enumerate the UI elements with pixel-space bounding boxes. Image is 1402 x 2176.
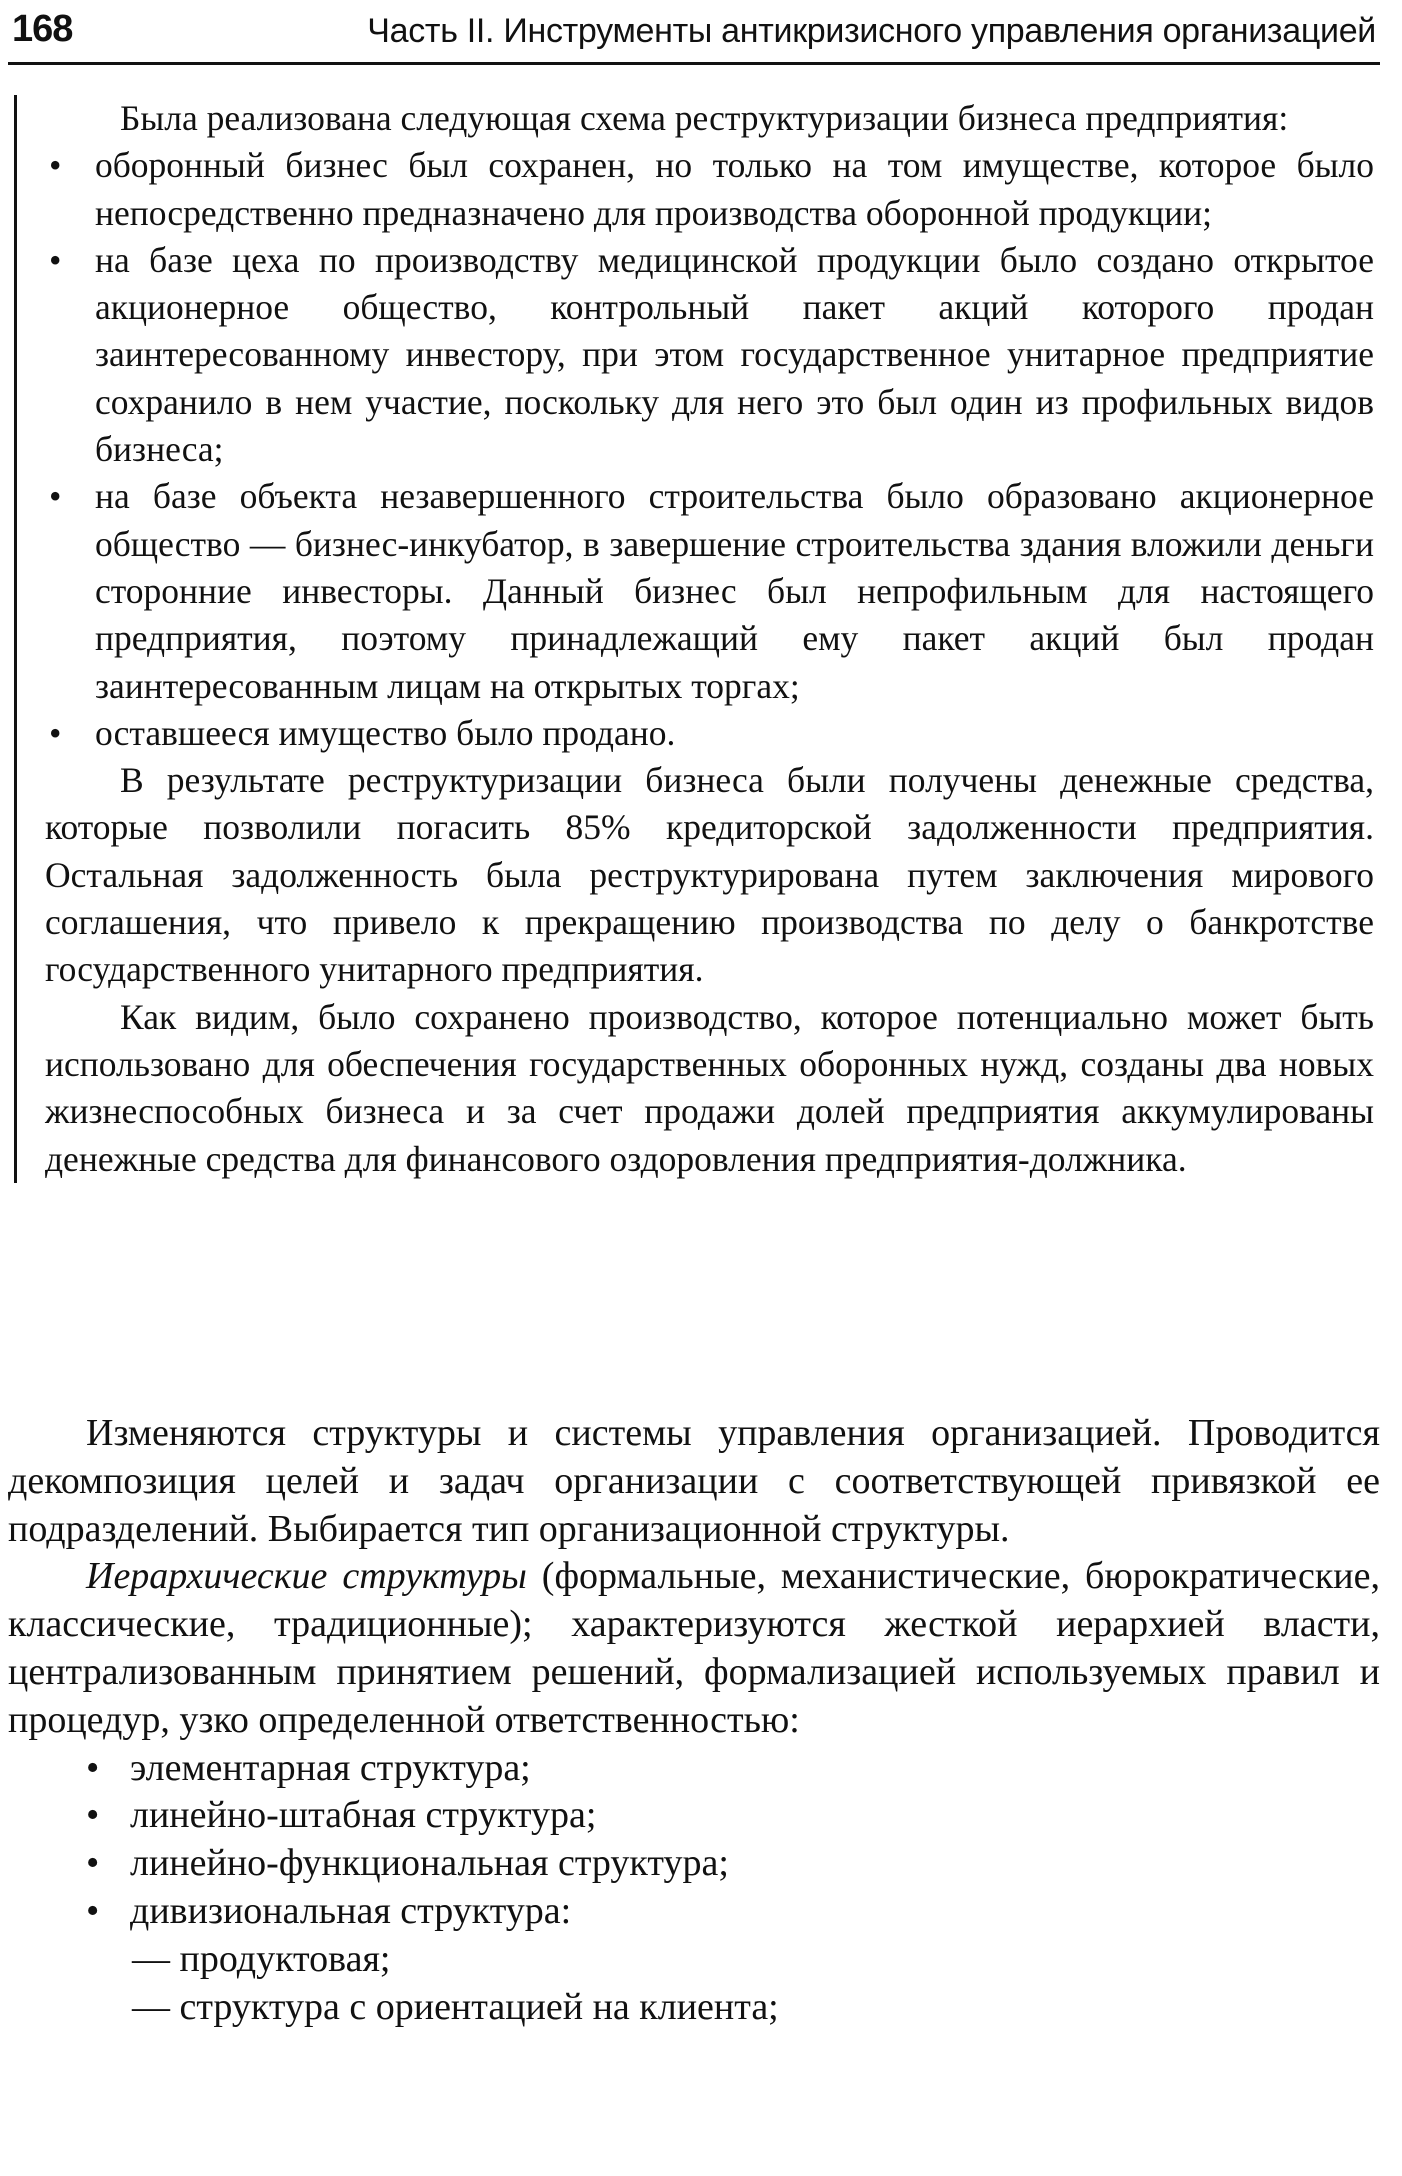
case-study-block [14, 95, 1374, 1183]
list-item: • элементарная структура; [8, 1745, 1380, 1793]
case-intro: Была реализована следующая схема реструктуризации бизнеса предприятия: [120, 98, 1289, 138]
divisional-types-list [8, 1936, 1380, 2032]
list-item: • оборонный бизнес был сохранен, но только на том имуществе, которое было непосредственно предназначено для производства оборонной продукции; [45, 142, 1374, 237]
hierarchical-paragraph [8, 1553, 1380, 1744]
hierarchical-text: (формальные, механистические, бюрократические, классические, традиционные); характеризуются жесткой иерархией власти, централизованным принятием решений, формализацией используемых правил и процедур, узко определенной ответственностью: [8, 1555, 1380, 1741]
page-number: 168 [12, 8, 73, 50]
running-header [8, 2, 1380, 65]
list-item: — структура с ориентацией на клиента; [132, 1985, 779, 2028]
case-conclusion: Как видим, было сохранено производство, которое потенциально может быть использовано для обеспечения государственных оборонных нужд, созданы два новых жизнеспособных бизнеса и за счет продажи долей предприятия аккумулированы денежные средства для финансового оздоровления предприятия-должника. [45, 996, 1374, 1179]
structures-paragraph: Изменяются структуры и системы управления организацией. Проводится декомпозиция целей и задач организации с соответствующей привязкой ее подразделений. Выбирается тип организационной структуры. [8, 1412, 1380, 1550]
list-item: • линейно-штабная структура; [8, 1792, 1380, 1840]
list-item: — продуктовая; [132, 1937, 391, 1980]
list-item: • дивизиональная структура: [8, 1888, 1380, 1936]
hierarchical-structures-list [8, 1745, 1380, 1936]
hierarchical-term: Иерархические структуры [86, 1555, 527, 1598]
running-title: Часть II. Инструменты антикризисного управления организацией [367, 12, 1376, 50]
restructuring-steps-list [45, 142, 1374, 757]
list-item: • оставшееся имущество было продано. [45, 710, 1374, 757]
list-item: • на базе объекта незавершенного строительства было образовано акционерное общество — бизнес-инкубатор, в завершение строительства здания вложили деньги сторонние инвесторы. Данный бизнес был непрофильным для настоящего предприятия, поэтому принадлежащий ему пакет акций был продан заинтересованным лицам на открытых торгах; [45, 473, 1374, 709]
list-item: • линейно-функциональная структура; [8, 1840, 1380, 1888]
list-item: • на базе цеха по производству медицинской продукции было создано открытое акционерное общество, контрольный пакет акций которого продан заинтересованному инвестору, при этом государственное унитарное предприятие сохранило в нем участие, поскольку для него это был один из профильных видов бизнеса; [45, 237, 1374, 473]
main-text [8, 1410, 1380, 2031]
case-result: В результате реструктуризации бизнеса были получены денежные средства, которые позволили погасить 85% кредиторской задолженности предприятия. Остальная задолженность была реструктурирована путем заключения мирового соглашения, что привело к прекращению производства по делу о банкротстве государственного унитарного предприятия. [45, 760, 1374, 990]
